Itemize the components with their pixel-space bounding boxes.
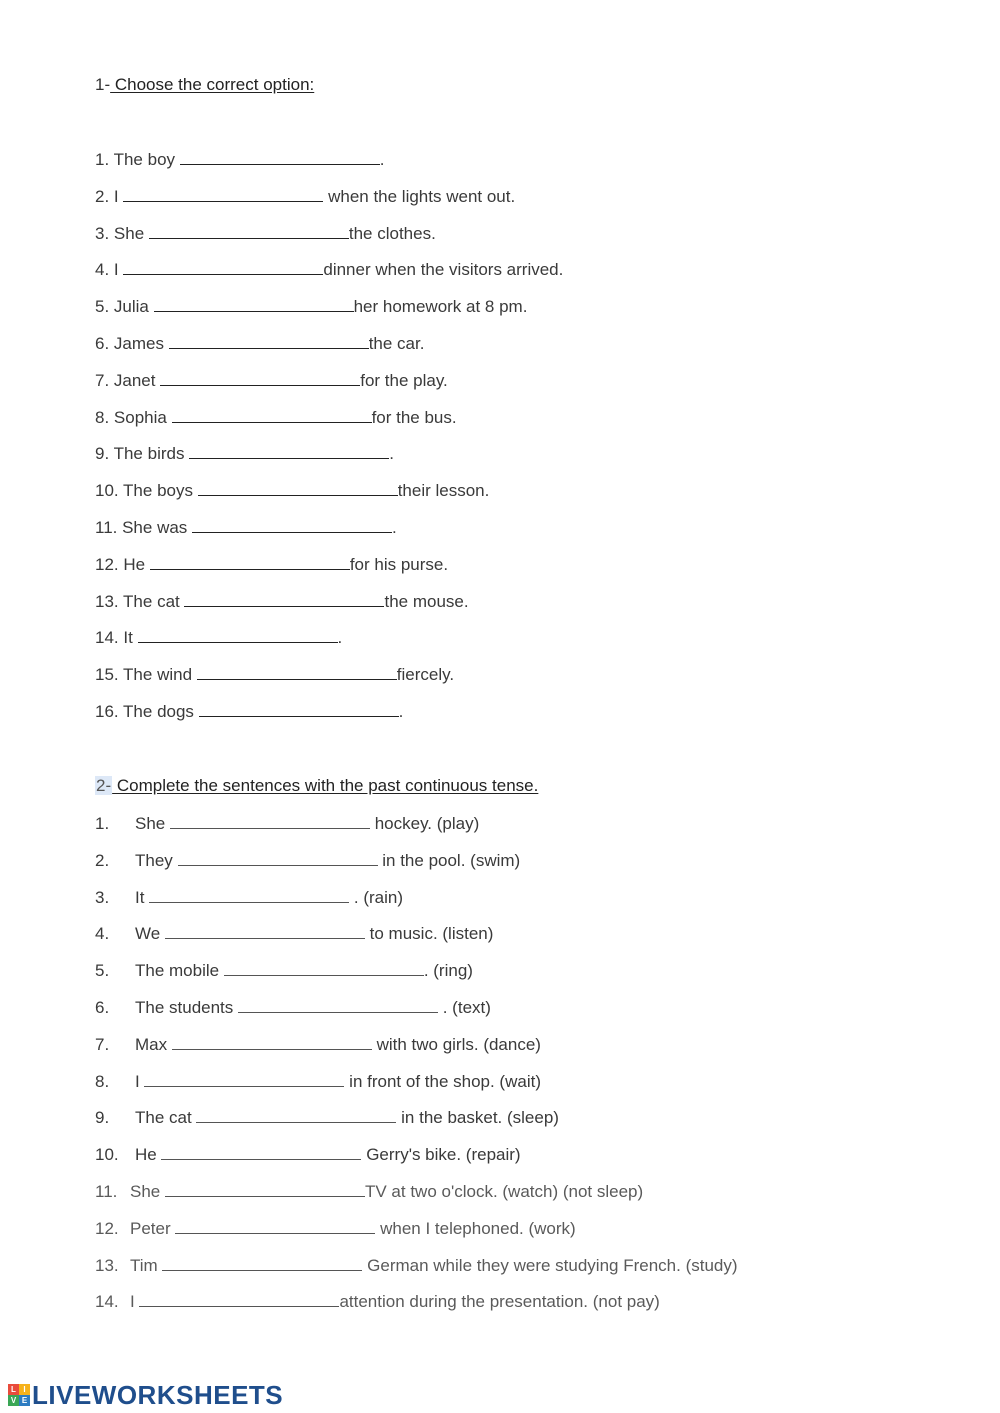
answer-blank[interactable] [170,814,370,829]
answer-blank[interactable] [198,481,398,496]
answer-blank[interactable] [172,408,372,423]
item-suffix: . [398,702,404,721]
item-suffix: hockey. (play) [369,814,480,833]
exercise2-item [95,1291,660,1313]
item-suffix: in the pool. (swim) [377,850,521,870]
item-suffix: . (text) [438,998,491,1017]
answer-blank[interactable] [169,334,369,349]
exercise2-item [95,923,493,945]
item-suffix: . [389,444,394,464]
exercise2-item [95,997,491,1019]
exercise1-item [95,186,515,208]
item-suffix: the mouse. [384,591,469,611]
item-suffix: the clothes. [348,223,436,243]
item-prefix: 15. The wind [95,665,197,685]
answer-blank[interactable] [175,1219,375,1234]
item-number: 12. [95,1218,119,1238]
item-number: 5. [95,961,110,981]
exercise1-item [95,591,469,613]
item-prefix: 10. The boys [95,481,198,501]
item-prefix: 1. The boy [95,150,180,169]
exercise2-item [95,813,479,835]
item-prefix: 4. I [95,260,124,280]
answer-blank[interactable] [123,187,323,202]
item-suffix: . [392,518,397,537]
exercise1-item [95,517,397,539]
exercise2-item [95,960,473,982]
answer-blank[interactable] [184,592,384,607]
answer-blank[interactable] [138,628,338,643]
answer-blank[interactable] [178,851,378,866]
item-suffix: when I telephoned. (work) [375,1218,576,1238]
item-prefix: I [130,1292,140,1312]
answer-blank[interactable] [149,224,349,239]
item-suffix: . [379,150,385,169]
item-prefix: Tim [130,1255,163,1275]
exercise1-item [95,627,342,649]
item-prefix: 8. Sophia [95,407,172,427]
item-number: 4. [95,924,110,944]
item-prefix: We [135,924,165,944]
exercise1-item [95,149,384,171]
section2-title: Complete the sentences with the past continuous tense. [112,776,539,795]
exercise2-item [95,1144,521,1166]
item-suffix: German while they were studying French. (study) [362,1255,738,1275]
answer-blank[interactable] [162,1256,362,1271]
item-suffix: attention during the presentation. (not pay) [339,1292,660,1312]
answer-blank[interactable] [139,1292,339,1307]
item-suffix: dinner when the visitors arrived. [323,260,564,280]
answer-blank[interactable] [165,924,365,939]
answer-blank[interactable] [224,961,424,976]
exercise1-item [95,480,489,502]
answer-blank[interactable] [180,150,380,165]
item-suffix: . (rain) [349,887,404,907]
item-prefix: The mobile [135,961,224,981]
item-prefix: She [135,814,170,833]
exercise2-item [95,1255,738,1277]
answer-blank[interactable] [189,444,389,459]
answer-blank[interactable] [199,702,399,717]
exercise1-item [95,333,424,355]
item-prefix: 13. The cat [95,591,185,611]
item-suffix: the car. [368,334,425,353]
item-prefix: The cat [135,1108,197,1128]
answer-blank[interactable] [196,1108,396,1123]
item-prefix: 2. I [95,186,124,206]
section1-title: Choose the correct option: [110,75,315,94]
item-suffix: TV at two o'clock. (watch) (not sleep) [364,1182,644,1201]
liveworksheets-logo-icon: L I V E [8,1384,30,1406]
exercise1-item [95,223,436,245]
section1-heading [95,75,314,95]
item-prefix: It [135,887,150,907]
item-prefix: 14. It [95,628,138,648]
answer-blank[interactable] [238,998,438,1013]
answer-blank[interactable] [154,297,354,312]
item-suffix: their lesson. [397,481,490,501]
answer-blank[interactable] [149,888,349,903]
answer-blank[interactable] [165,1182,365,1197]
item-prefix: 3. She [95,223,149,243]
item-number: 14. [95,1292,119,1312]
item-suffix: when the lights went out. [323,186,516,206]
item-suffix: Gerry's bike. (repair) [361,1145,521,1165]
item-prefix: Max [135,1034,172,1054]
item-number: 7. [95,1034,110,1054]
item-suffix: for his purse. [349,554,449,574]
item-suffix: with two girls. (dance) [371,1034,541,1054]
answer-blank[interactable] [197,665,397,680]
exercise1-item [95,259,563,281]
item-prefix: He [135,1145,162,1165]
item-prefix: 5. Julia [95,297,154,317]
item-suffix: her homework at 8 pm. [353,297,528,317]
exercise1-item [95,407,457,429]
section1-number: 1- [95,75,111,94]
item-prefix: 9. The birds [95,444,190,464]
item-prefix: 6. James [95,334,169,353]
item-suffix: to music. (listen) [364,924,494,944]
exercise1-item [95,664,454,686]
item-prefix: Peter [130,1218,176,1238]
item-number: 8. [95,1071,110,1091]
exercise1-item [95,296,527,318]
exercise2-item [95,1218,576,1240]
section2-number: 2- [96,776,112,795]
item-number: 3. [95,887,110,907]
item-prefix: I [135,1071,145,1091]
item-prefix: 16. The dogs [95,702,199,721]
answer-blank[interactable] [161,1145,361,1160]
exercise1-item [95,443,394,465]
exercise1-item [95,554,448,576]
item-number: 10. [95,1145,119,1165]
brand-name: LIVEWORKSHEETS [32,1379,284,1410]
item-prefix: She [130,1182,165,1201]
item-prefix: They [135,850,178,870]
exercise2-item [95,1181,643,1203]
item-suffix: in the basket. (sleep) [396,1108,559,1128]
exercise1-item [95,370,448,392]
item-number: 9. [95,1108,110,1128]
exercise2-item [95,887,403,909]
answer-blank[interactable] [144,1072,344,1087]
item-number: 1. [95,814,110,833]
exercise2-item [95,1034,541,1056]
footer-logo [8,1381,283,1409]
item-prefix: The students [135,998,239,1017]
item-number: 11. [95,1182,118,1201]
answer-blank[interactable] [150,555,350,570]
item-prefix: 7. Janet [95,370,161,390]
exercise1-item [95,701,403,723]
item-number: 13. [95,1255,119,1275]
answer-blank[interactable] [160,371,360,386]
item-suffix: for the bus. [371,407,457,427]
item-number: 2. [95,850,110,870]
answer-blank[interactable] [123,260,323,275]
item-suffix: . [337,628,343,648]
item-suffix: for the play. [360,370,448,390]
item-suffix: fiercely. [396,665,455,685]
exercise2-item [95,850,520,872]
item-suffix: . (ring) [423,961,473,981]
exercise2-item [95,1107,559,1129]
answer-blank[interactable] [192,518,392,533]
item-suffix: in front of the shop. (wait) [344,1071,541,1091]
exercise2-item [95,1071,541,1093]
section2-heading [95,776,538,796]
item-prefix: 11. She was [95,518,193,537]
answer-blank[interactable] [172,1035,372,1050]
item-number: 6. [95,998,110,1017]
item-prefix: 12. He [95,554,150,574]
